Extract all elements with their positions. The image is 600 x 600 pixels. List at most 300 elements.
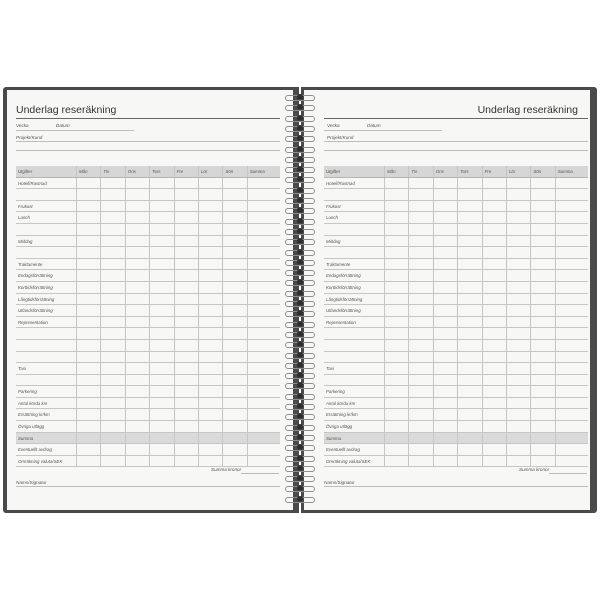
table-cell[interactable] [150,363,174,374]
table-cell[interactable] [556,305,580,316]
table-cell[interactable] [101,317,125,328]
table-cell[interactable] [531,178,555,189]
table-cell[interactable] [434,398,458,409]
table-cell[interactable] [248,433,272,444]
table-cell[interactable] [556,328,580,339]
table-cell[interactable] [223,259,247,270]
table-cell[interactable] [483,340,507,351]
table-cell[interactable] [507,201,531,212]
table-cell[interactable] [483,421,507,432]
table-cell[interactable] [507,363,531,374]
table-cell[interactable] [150,282,174,293]
table-cell[interactable] [409,375,433,386]
table-cell[interactable] [101,178,125,189]
table-cell[interactable] [531,294,555,305]
table-cell[interactable] [409,294,433,305]
table-cell[interactable] [409,212,433,223]
table-cell[interactable] [556,224,580,235]
table-cell[interactable] [409,259,433,270]
table-cell[interactable] [126,189,150,200]
table-cell[interactable] [199,363,223,374]
table-cell[interactable] [556,201,580,212]
table-cell[interactable] [483,398,507,409]
table-cell[interactable] [77,317,101,328]
table-cell[interactable] [126,212,150,223]
table-cell[interactable] [223,398,247,409]
table-cell[interactable] [77,340,101,351]
table-cell[interactable] [507,444,531,455]
table-cell[interactable] [126,270,150,281]
table-cell[interactable] [223,224,247,235]
table-cell[interactable] [126,409,150,420]
table-cell[interactable] [434,224,458,235]
table-cell[interactable] [556,178,580,189]
table-cell[interactable] [77,398,101,409]
table-cell[interactable] [556,433,580,444]
table-cell[interactable] [385,398,409,409]
table-cell[interactable] [101,433,125,444]
table-cell[interactable] [77,352,101,363]
week-date-line[interactable] [324,130,442,131]
table-cell[interactable] [531,421,555,432]
table-cell[interactable] [409,224,433,235]
table-cell[interactable] [223,421,247,432]
table-cell[interactable] [126,247,150,258]
table-cell[interactable] [507,270,531,281]
table-cell[interactable] [223,247,247,258]
table-cell[interactable] [199,282,223,293]
table-cell[interactable] [223,386,247,397]
table-cell[interactable] [556,375,580,386]
project-line-2[interactable] [16,150,280,151]
table-cell[interactable] [248,259,272,270]
table-cell[interactable] [175,201,199,212]
table-cell[interactable] [126,444,150,455]
table-cell[interactable] [150,270,174,281]
table-cell[interactable] [199,294,223,305]
table-cell[interactable] [101,282,125,293]
table-cell[interactable] [248,305,272,316]
table-cell[interactable] [126,363,150,374]
table-cell[interactable] [223,433,247,444]
table-cell[interactable] [507,212,531,223]
table-cell[interactable] [483,317,507,328]
table-cell[interactable] [199,409,223,420]
table-cell[interactable] [434,386,458,397]
table-cell[interactable] [434,317,458,328]
table-cell[interactable] [248,409,272,420]
table-cell[interactable] [77,421,101,432]
table-cell[interactable] [385,409,409,420]
table-cell[interactable] [175,433,199,444]
table-cell[interactable] [531,456,555,467]
table-cell[interactable] [458,189,482,200]
table-cell[interactable] [150,317,174,328]
table-cell[interactable] [483,386,507,397]
table-cell[interactable] [126,386,150,397]
table-cell[interactable] [101,201,125,212]
table-cell[interactable] [150,398,174,409]
table-cell[interactable] [556,212,580,223]
table-cell[interactable] [150,433,174,444]
table-cell[interactable] [507,189,531,200]
table-cell[interactable] [248,386,272,397]
table-cell[interactable] [126,178,150,189]
table-cell[interactable] [248,282,272,293]
table-cell[interactable] [434,340,458,351]
table-cell[interactable] [434,421,458,432]
table-cell[interactable] [199,328,223,339]
table-cell[interactable] [385,259,409,270]
table-cell[interactable] [409,178,433,189]
table-cell[interactable] [77,363,101,374]
table-cell[interactable] [507,352,531,363]
table-cell[interactable] [248,340,272,351]
table-cell[interactable] [458,409,482,420]
table-cell[interactable] [531,409,555,420]
table-cell[interactable] [434,456,458,467]
table-cell[interactable] [483,189,507,200]
table-cell[interactable] [199,375,223,386]
table-cell[interactable] [77,270,101,281]
table-cell[interactable] [77,259,101,270]
table-cell[interactable] [175,317,199,328]
table-cell[interactable] [507,340,531,351]
table-cell[interactable] [175,386,199,397]
table-cell[interactable] [175,270,199,281]
table-cell[interactable] [175,409,199,420]
table-cell[interactable] [531,352,555,363]
table-cell[interactable] [199,398,223,409]
table-cell[interactable] [531,236,555,247]
table-cell[interactable] [531,201,555,212]
table-cell[interactable] [248,421,272,432]
table-cell[interactable] [385,189,409,200]
table-cell[interactable] [385,282,409,293]
table-cell[interactable] [483,409,507,420]
table-cell[interactable] [199,456,223,467]
table-cell[interactable] [101,386,125,397]
table-cell[interactable] [248,317,272,328]
table-cell[interactable] [458,317,482,328]
table-cell[interactable] [126,317,150,328]
table-cell[interactable] [101,270,125,281]
table-cell[interactable] [434,201,458,212]
table-cell[interactable] [101,259,125,270]
table-cell[interactable] [385,375,409,386]
table-cell[interactable] [483,433,507,444]
table-cell[interactable] [101,409,125,420]
table-cell[interactable] [223,375,247,386]
table-cell[interactable] [385,305,409,316]
table-cell[interactable] [385,433,409,444]
table-cell[interactable] [175,236,199,247]
table-cell[interactable] [175,305,199,316]
table-cell[interactable] [101,328,125,339]
table-cell[interactable] [248,444,272,455]
table-cell[interactable] [199,270,223,281]
table-cell[interactable] [248,294,272,305]
table-cell[interactable] [223,340,247,351]
table-cell[interactable] [531,433,555,444]
table-cell[interactable] [101,456,125,467]
table-cell[interactable] [175,398,199,409]
table-cell[interactable] [483,328,507,339]
table-cell[interactable] [434,409,458,420]
table-cell[interactable] [458,386,482,397]
table-cell[interactable] [175,189,199,200]
table-cell[interactable] [248,212,272,223]
table-cell[interactable] [77,386,101,397]
table-cell[interactable] [199,212,223,223]
table-cell[interactable] [409,352,433,363]
table-cell[interactable] [409,409,433,420]
table-cell[interactable] [150,294,174,305]
table-cell[interactable] [199,421,223,432]
table-cell[interactable] [434,294,458,305]
table-cell[interactable] [175,259,199,270]
table-cell[interactable] [531,212,555,223]
table-cell[interactable] [223,270,247,281]
table-cell[interactable] [101,398,125,409]
table-cell[interactable] [150,224,174,235]
table-cell[interactable] [483,294,507,305]
table-cell[interactable] [77,224,101,235]
table-cell[interactable] [507,294,531,305]
table-cell[interactable] [409,201,433,212]
table-cell[interactable] [77,247,101,258]
table-cell[interactable] [77,236,101,247]
table-cell[interactable] [458,294,482,305]
table-cell[interactable] [458,259,482,270]
table-cell[interactable] [507,328,531,339]
table-cell[interactable] [556,270,580,281]
table-cell[interactable] [458,398,482,409]
table-cell[interactable] [483,224,507,235]
table-cell[interactable] [199,386,223,397]
table-cell[interactable] [101,352,125,363]
table-cell[interactable] [199,352,223,363]
table-cell[interactable] [458,282,482,293]
table-cell[interactable] [150,456,174,467]
table-cell[interactable] [483,236,507,247]
table-cell[interactable] [223,363,247,374]
table-cell[interactable] [150,386,174,397]
table-cell[interactable] [556,421,580,432]
table-cell[interactable] [150,409,174,420]
table-cell[interactable] [175,375,199,386]
table-cell[interactable] [409,363,433,374]
table-cell[interactable] [248,456,272,467]
table-cell[interactable] [434,282,458,293]
table-cell[interactable] [175,178,199,189]
table-cell[interactable] [175,247,199,258]
table-cell[interactable] [434,247,458,258]
table-cell[interactable] [556,409,580,420]
table-cell[interactable] [223,317,247,328]
table-cell[interactable] [409,247,433,258]
table-cell[interactable] [223,352,247,363]
table-cell[interactable] [248,270,272,281]
table-cell[interactable] [385,224,409,235]
table-cell[interactable] [385,328,409,339]
table-cell[interactable] [434,444,458,455]
table-cell[interactable] [458,270,482,281]
table-cell[interactable] [126,282,150,293]
table-cell[interactable] [385,456,409,467]
table-cell[interactable] [199,259,223,270]
table-cell[interactable] [77,409,101,420]
table-cell[interactable] [77,444,101,455]
table-cell[interactable] [101,340,125,351]
table-cell[interactable] [556,444,580,455]
table-cell[interactable] [507,317,531,328]
table-cell[interactable] [507,224,531,235]
table-cell[interactable] [248,178,272,189]
table-cell[interactable] [175,282,199,293]
table-cell[interactable] [77,282,101,293]
table-cell[interactable] [531,224,555,235]
table-cell[interactable] [101,305,125,316]
table-cell[interactable] [223,201,247,212]
table-cell[interactable] [458,340,482,351]
table-cell[interactable] [483,282,507,293]
table-cell[interactable] [77,189,101,200]
total-line[interactable] [549,473,587,474]
table-cell[interactable] [385,444,409,455]
table-cell[interactable] [175,212,199,223]
table-cell[interactable] [126,328,150,339]
table-cell[interactable] [483,259,507,270]
table-cell[interactable] [507,421,531,432]
table-cell[interactable] [77,305,101,316]
table-cell[interactable] [175,294,199,305]
table-cell[interactable] [434,189,458,200]
table-cell[interactable] [531,386,555,397]
table-cell[interactable] [77,294,101,305]
table-cell[interactable] [556,363,580,374]
table-cell[interactable] [126,398,150,409]
table-cell[interactable] [223,456,247,467]
table-cell[interactable] [434,178,458,189]
signature-line[interactable] [324,486,588,487]
table-cell[interactable] [77,433,101,444]
table-cell[interactable] [126,340,150,351]
table-cell[interactable] [126,259,150,270]
table-cell[interactable] [507,259,531,270]
table-cell[interactable] [199,305,223,316]
table-cell[interactable] [223,236,247,247]
table-cell[interactable] [150,340,174,351]
table-cell[interactable] [385,363,409,374]
table-cell[interactable] [248,247,272,258]
table-cell[interactable] [531,189,555,200]
table-cell[interactable] [77,212,101,223]
table-cell[interactable] [507,398,531,409]
table-cell[interactable] [507,236,531,247]
table-cell[interactable] [458,444,482,455]
table-cell[interactable] [101,224,125,235]
table-cell[interactable] [126,352,150,363]
table-cell[interactable] [409,305,433,316]
table-cell[interactable] [101,444,125,455]
table-cell[interactable] [434,259,458,270]
table-cell[interactable] [150,305,174,316]
table-cell[interactable] [101,189,125,200]
table-cell[interactable] [248,201,272,212]
table-cell[interactable] [531,398,555,409]
table-cell[interactable] [150,236,174,247]
table-cell[interactable] [150,444,174,455]
table-cell[interactable] [101,421,125,432]
table-cell[interactable] [531,317,555,328]
table-cell[interactable] [199,444,223,455]
table-cell[interactable] [248,328,272,339]
table-cell[interactable] [483,178,507,189]
table-cell[interactable] [409,456,433,467]
table-cell[interactable] [175,224,199,235]
table-cell[interactable] [483,375,507,386]
table-cell[interactable] [531,282,555,293]
table-cell[interactable] [409,386,433,397]
table-cell[interactable] [507,456,531,467]
table-cell[interactable] [199,340,223,351]
table-cell[interactable] [77,328,101,339]
table-cell[interactable] [199,201,223,212]
table-cell[interactable] [556,398,580,409]
table-cell[interactable] [458,247,482,258]
table-cell[interactable] [126,201,150,212]
table-cell[interactable] [556,456,580,467]
table-cell[interactable] [507,375,531,386]
table-cell[interactable] [248,236,272,247]
table-cell[interactable] [126,224,150,235]
table-cell[interactable] [126,294,150,305]
table-cell[interactable] [531,340,555,351]
table-cell[interactable] [409,236,433,247]
table-cell[interactable] [556,236,580,247]
table-cell[interactable] [199,178,223,189]
table-cell[interactable] [223,409,247,420]
table-cell[interactable] [409,270,433,281]
table-cell[interactable] [77,375,101,386]
table-cell[interactable] [434,375,458,386]
table-cell[interactable] [531,305,555,316]
project-line[interactable] [324,141,588,142]
table-cell[interactable] [385,386,409,397]
project-line-2[interactable] [324,150,588,151]
table-cell[interactable] [483,352,507,363]
table-cell[interactable] [175,328,199,339]
table-cell[interactable] [556,259,580,270]
table-cell[interactable] [150,178,174,189]
table-cell[interactable] [434,305,458,316]
table-cell[interactable] [458,305,482,316]
table-cell[interactable] [223,328,247,339]
table-cell[interactable] [458,433,482,444]
table-cell[interactable] [248,189,272,200]
table-cell[interactable] [483,444,507,455]
table-cell[interactable] [126,305,150,316]
table-cell[interactable] [150,201,174,212]
table-cell[interactable] [458,352,482,363]
table-cell[interactable] [409,282,433,293]
table-cell[interactable] [101,236,125,247]
table-cell[interactable] [409,189,433,200]
table-cell[interactable] [126,456,150,467]
week-date-line[interactable] [16,130,134,131]
table-cell[interactable] [434,212,458,223]
